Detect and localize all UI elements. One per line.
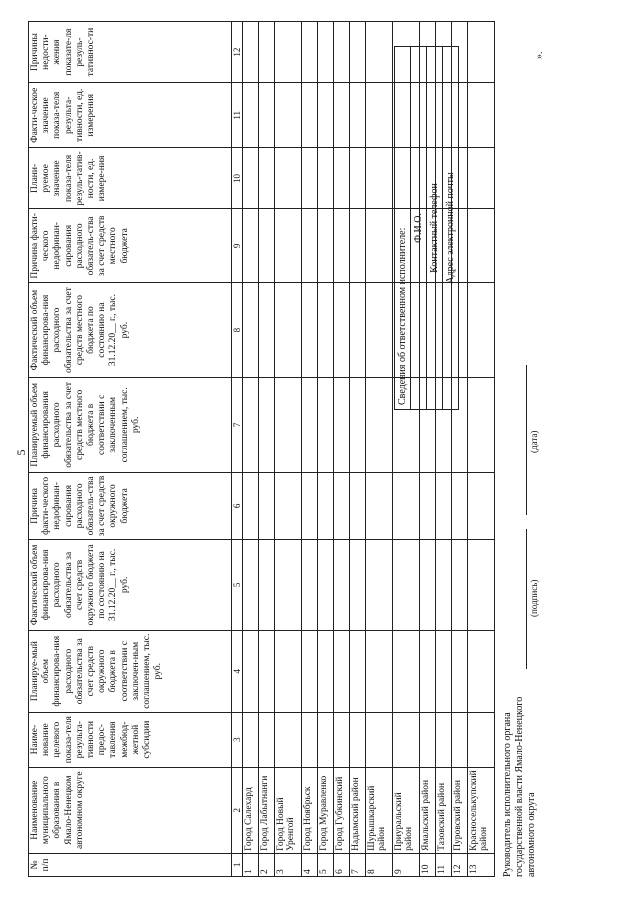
row-number: 4 — [302, 853, 318, 876]
empty-cell — [243, 83, 259, 148]
empty-cell — [318, 283, 334, 378]
responsible-title: Сведения об ответственном исполнителе: — [395, 47, 411, 410]
header-indicator-name: Наиме-нование целевого показа-теля результа-тивности предос-тавления межбюд-жетной субсидии — [29, 712, 232, 767]
empty-cell — [334, 148, 350, 209]
empty-cell — [318, 472, 334, 539]
empty-cell — [436, 472, 452, 539]
empty-cell — [318, 209, 334, 283]
empty-cell — [350, 22, 366, 83]
empty-cell — [318, 22, 334, 83]
empty-cell — [366, 283, 393, 378]
municipality-name: Город Салехард — [243, 767, 259, 853]
empty-cell — [259, 712, 275, 767]
column-number: 10 — [232, 148, 243, 209]
empty-cell — [275, 283, 302, 378]
column-number: 5 — [232, 540, 243, 631]
empty-cell — [275, 83, 302, 148]
empty-cell — [259, 148, 275, 209]
empty-cell — [275, 22, 302, 83]
empty-cell — [302, 472, 318, 539]
header-municipality: Наименование муниципального образования в Ямало-Ненецком автономном округе — [29, 767, 232, 853]
empty-cell — [302, 283, 318, 378]
empty-cell — [334, 283, 350, 378]
empty-cell — [366, 148, 393, 209]
row-number: 11 — [436, 853, 452, 876]
empty-cell — [243, 283, 259, 378]
table-row — [366, 22, 393, 877]
empty-cell — [243, 148, 259, 209]
header-reason-local: Причина факти-ческого недофинан-сирования расходного обязатель-ства за счет средств местного бюджета — [29, 209, 232, 283]
empty-cell — [243, 712, 259, 767]
empty-cell — [436, 540, 452, 631]
empty-cell — [468, 83, 495, 148]
header-actual-indicator: Факти-ческое значение показа-теля результа-тивности, ед. измерения — [29, 83, 232, 148]
empty-cell — [468, 472, 495, 539]
empty-cell — [366, 83, 393, 148]
column-number: 4 — [232, 630, 243, 712]
empty-cell — [366, 209, 393, 283]
municipality-name: Приуральский район — [393, 767, 420, 853]
empty-cell — [302, 209, 318, 283]
table-header-row — [29, 22, 232, 877]
empty-cell — [366, 540, 393, 631]
responsible-executor-table — [394, 46, 459, 410]
header-planned-local: Планируемый объем финансирования расходного обязательства за счет средств местного бюджета в соответствии с заключенным соглашением, тыс. руб. — [29, 377, 232, 472]
table-row — [243, 22, 259, 877]
municipality-name: Город Губкинский — [334, 767, 350, 853]
empty-cell — [350, 712, 366, 767]
row-number: 10 — [420, 853, 436, 876]
empty-cell — [243, 377, 259, 472]
empty-cell — [275, 630, 302, 712]
empty-cell — [243, 22, 259, 83]
column-number: 2 — [232, 767, 243, 853]
empty-cell — [420, 472, 436, 539]
empty-cell — [366, 630, 393, 712]
empty-cell — [318, 377, 334, 472]
empty-cell — [302, 83, 318, 148]
page-number: 5 — [14, 449, 28, 456]
municipality-name: Город Ноябрьск — [302, 767, 318, 853]
empty-cell — [302, 377, 318, 472]
responsible-email-field: Адрес электронной почты — [443, 47, 459, 410]
empty-cell — [468, 22, 495, 83]
row-number: 13 — [468, 853, 495, 876]
municipality-name: Красноселькупский район — [468, 767, 495, 853]
header-actual-regional: Фактический объем финансирова-ния расходного обязательства за счет средств окружного бюджета по состоянию на 31.12.20__ г., тыс. руб. — [29, 540, 232, 631]
row-number: 9 — [393, 853, 420, 876]
empty-cell — [350, 377, 366, 472]
column-number: 1 — [232, 853, 243, 876]
responsible-phone-field: Контактный телефон — [427, 47, 443, 410]
municipality-name: Надымский район — [350, 767, 366, 853]
row-number: 6 — [334, 853, 350, 876]
row-number: 12 — [452, 853, 468, 876]
empty-cell — [275, 377, 302, 472]
table-row — [318, 22, 334, 877]
empty-cell — [350, 630, 366, 712]
empty-cell — [350, 472, 366, 539]
header-actual-local: Фактический объем финансирова-ния расходного обязательства за счет средств местного бюджета по состоянию на 31.12.20__ г., тыс. руб. — [29, 283, 232, 378]
empty-cell — [302, 22, 318, 83]
empty-cell — [318, 630, 334, 712]
column-number: 3 — [232, 712, 243, 767]
empty-cell — [350, 209, 366, 283]
row-number: 5 — [318, 853, 334, 876]
empty-cell — [275, 540, 302, 631]
empty-cell — [436, 712, 452, 767]
empty-cell — [243, 630, 259, 712]
empty-cell — [452, 712, 468, 767]
row-number: 8 — [366, 853, 393, 876]
empty-cell — [259, 22, 275, 83]
empty-cell — [259, 377, 275, 472]
empty-cell — [468, 630, 495, 712]
empty-cell — [259, 540, 275, 631]
empty-cell — [243, 209, 259, 283]
empty-cell — [318, 712, 334, 767]
header-reason-regional: Причина факти-ческого недофинан-сирования расходного обязатель-ства за счет средств окружного бюджета — [29, 472, 232, 539]
empty-cell — [334, 630, 350, 712]
empty-cell — [420, 712, 436, 767]
empty-cell — [302, 540, 318, 631]
column-number-row — [232, 22, 243, 877]
column-number: 12 — [232, 22, 243, 83]
empty-cell — [334, 712, 350, 767]
empty-cell — [259, 630, 275, 712]
empty-cell — [243, 540, 259, 631]
empty-cell — [275, 148, 302, 209]
signature-line — [526, 529, 527, 669]
municipality-name: Город Новый Уренгой — [275, 767, 302, 853]
responsible-name-field: Ф.И.О. — [411, 47, 427, 410]
column-number: 9 — [232, 209, 243, 283]
empty-cell — [468, 712, 495, 767]
empty-cell — [302, 712, 318, 767]
empty-cell — [334, 472, 350, 539]
empty-cell — [468, 283, 495, 378]
empty-cell — [334, 209, 350, 283]
column-number: 8 — [232, 283, 243, 378]
empty-cell — [318, 83, 334, 148]
empty-cell — [259, 83, 275, 148]
empty-cell — [452, 540, 468, 631]
signatory-title: Руководитель исполнительного органа государственной власти Ямало-Ненецкого автономного округа — [502, 696, 537, 877]
signature-caption: (подпись) — [529, 579, 539, 617]
empty-cell — [468, 540, 495, 631]
empty-cell — [243, 472, 259, 539]
empty-cell — [350, 540, 366, 631]
empty-cell — [302, 148, 318, 209]
empty-cell — [302, 630, 318, 712]
table-row — [302, 22, 318, 877]
empty-cell — [393, 472, 420, 539]
empty-cell — [420, 540, 436, 631]
empty-cell — [393, 630, 420, 712]
column-number: 7 — [232, 377, 243, 472]
header-planned-regional: Планируе-мый объем финансирова-ния расходного обязательства за счет средств окружного бюджета в соответствии с заключен-ным соглашением, тыс. руб. — [29, 630, 232, 712]
municipality-name: Пуровский район — [452, 767, 468, 853]
empty-cell — [366, 377, 393, 472]
table-row — [275, 22, 302, 877]
empty-cell — [259, 209, 275, 283]
date-line — [526, 365, 527, 515]
header-no: № п/п — [29, 853, 232, 876]
empty-cell — [334, 83, 350, 148]
header-planned-indicator: Плани-руемое значение показа-теля резуль-татив-ности, ед. измере-ния — [29, 148, 232, 209]
municipality-name: Тазовский район — [436, 767, 452, 853]
column-number: 11 — [232, 83, 243, 148]
empty-cell — [436, 630, 452, 712]
municipality-name: Город Лабытнанги — [259, 767, 275, 853]
municipality-name: Шурышкарский район — [366, 767, 393, 853]
empty-cell — [393, 712, 420, 767]
header-failure-reasons: Причины недости-жения показате-ля резуль-тативнос-ти — [29, 22, 232, 83]
empty-cell — [366, 712, 393, 767]
table-row — [259, 22, 275, 877]
empty-cell — [350, 148, 366, 209]
empty-cell — [350, 283, 366, 378]
empty-cell — [259, 283, 275, 378]
empty-cell — [452, 630, 468, 712]
row-number: 3 — [275, 853, 302, 876]
table-row — [350, 22, 366, 877]
closing-quote-mark: ». — [534, 51, 545, 59]
date-caption: (дата) — [529, 430, 539, 453]
empty-cell — [275, 472, 302, 539]
empty-cell — [318, 540, 334, 631]
row-number: 1 — [243, 853, 259, 876]
table-row — [334, 22, 350, 877]
empty-cell — [366, 22, 393, 83]
empty-cell — [366, 472, 393, 539]
empty-cell — [393, 540, 420, 631]
empty-cell — [452, 472, 468, 539]
table-row — [468, 22, 495, 877]
empty-cell — [350, 83, 366, 148]
empty-cell — [334, 22, 350, 83]
empty-cell — [468, 148, 495, 209]
empty-cell — [275, 209, 302, 283]
empty-cell — [318, 148, 334, 209]
empty-cell — [275, 712, 302, 767]
empty-cell — [468, 209, 495, 283]
municipality-name: Город Муравленко — [318, 767, 334, 853]
column-number: 6 — [232, 472, 243, 539]
empty-cell — [334, 377, 350, 472]
row-number: 2 — [259, 853, 275, 876]
empty-cell — [259, 472, 275, 539]
empty-cell — [334, 540, 350, 631]
municipality-name: Ямальский район — [420, 767, 436, 853]
empty-cell — [468, 377, 495, 472]
empty-cell — [420, 630, 436, 712]
row-number: 7 — [350, 853, 366, 876]
